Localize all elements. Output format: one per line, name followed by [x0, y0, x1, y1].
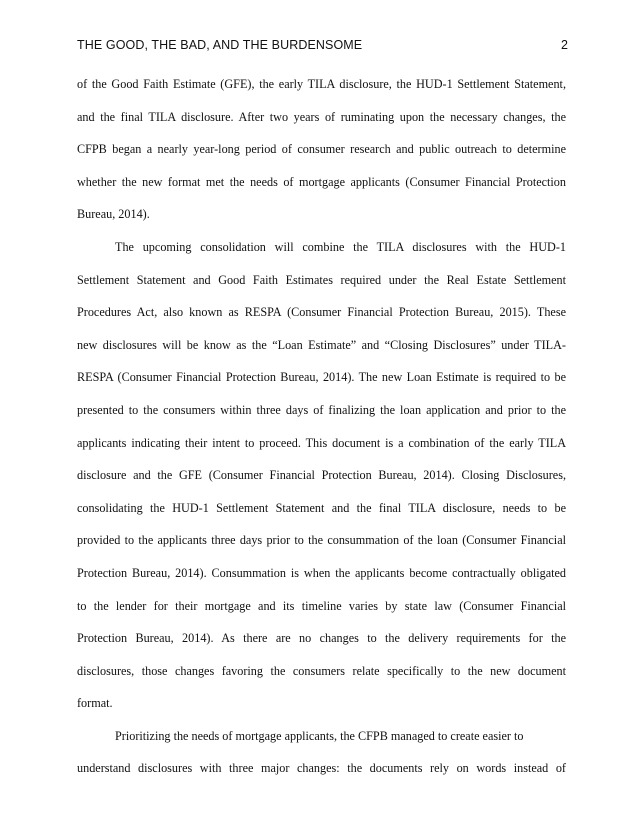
body-text: [77, 68, 566, 785]
text-line: new disclosures will be know as the “Loan Estimate” and “Closing Disclosures” under TILA-: [77, 337, 566, 352]
paragraph-end-line: format.: [77, 696, 113, 711]
text-line: Settlement Statement and Good Faith Estimates required under the Real Estate Settlement: [77, 272, 566, 287]
text-line: Protection Bureau, 2014). As there are no changes to the delivery requirements for the: [77, 631, 566, 646]
paragraph-first-line: Prioritizing the needs of mortgage applicants, the CFPB managed to create easier to: [115, 728, 524, 743]
text-line: disclosures, those changes favoring the consumers relate specifically to the new document: [77, 663, 566, 678]
text-line: to the lender for their mortgage and its timeline varies by state law (Consumer Financial: [77, 598, 566, 613]
page-number: 2: [560, 38, 568, 52]
text-line: applicants indicating their intent to proceed. This document is a combination of the early TILA: [77, 435, 566, 450]
text-line: Protection Bureau, 2014). Consummation is when the applicants become contractually obligated: [77, 565, 566, 580]
paragraph-end-line: Bureau, 2014).: [77, 207, 150, 222]
paragraph-first-line: The upcoming consolidation will combine the TILA disclosures with the HUD-1: [115, 239, 566, 254]
text-line: whether the new format met the needs of mortgage applicants (Consumer Financial Protection: [77, 174, 566, 189]
text-line: presented to the consumers within three days of finalizing the loan application and prior to the: [77, 402, 566, 417]
text-line: CFPB began a nearly year-long period of consumer research and public outreach to determine: [77, 142, 566, 157]
text-line: disclosure and the GFE (Consumer Financial Protection Bureau, 2014). Closing Disclosures,: [77, 468, 566, 483]
text-line: provided to the applicants three days prior to the consummation of the loan (Consumer Financial: [77, 533, 566, 548]
text-line: Procedures Act, also known as RESPA (Consumer Financial Protection Bureau, 2015). These: [77, 305, 566, 320]
text-line: understand disclosures with three major changes: the documents rely on words instead of: [77, 761, 566, 776]
text-line: and the final TILA disclosure. After two years of ruminating upon the necessary changes, the: [77, 109, 566, 124]
text-line: consolidating the HUD-1 Settlement Statement and the final TILA disclosure, needs to be: [77, 500, 566, 515]
text-line: of the Good Faith Estimate (GFE), the early TILA disclosure, the HUD-1 Settlement Statement,: [77, 77, 566, 91]
text-line: RESPA (Consumer Financial Protection Bureau, 2014). The new Loan Estimate is required to be: [77, 370, 566, 385]
running-head-title: THE GOOD, THE BAD, AND THE BURDENSOME: [77, 38, 363, 52]
running-head: [77, 38, 568, 54]
